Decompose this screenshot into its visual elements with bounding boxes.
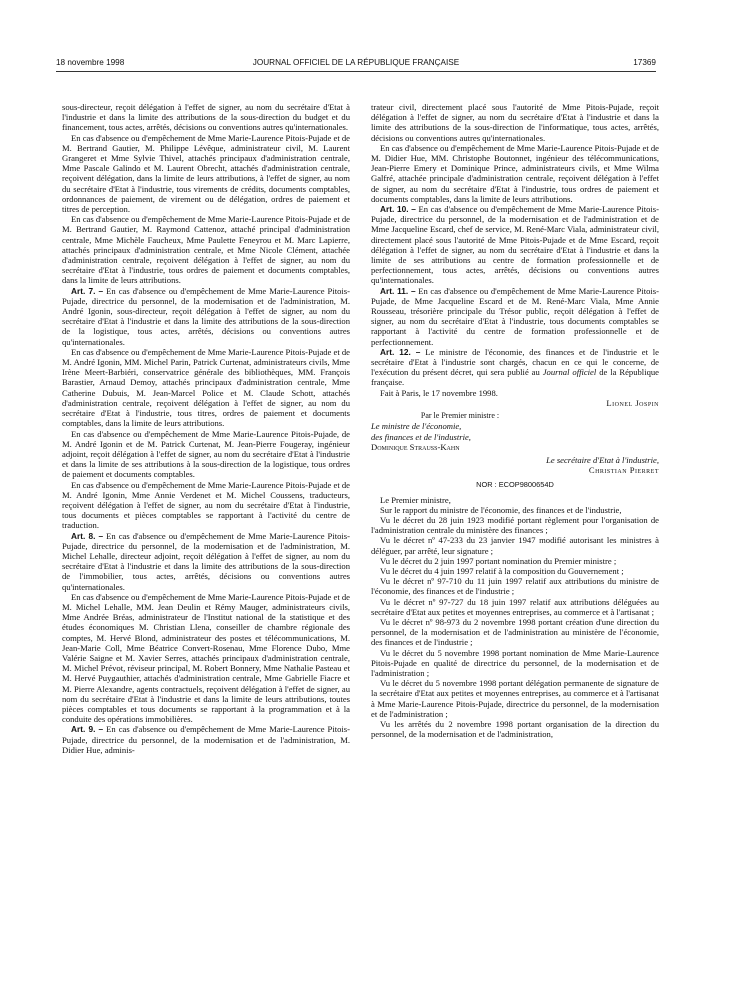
minister-title-1: Le ministre de l'économie, bbox=[371, 421, 462, 432]
decree-line: Vu le décret du 5 novembre 1998 portant délégation permanente de signature de la secrétaire d'Etat aux petites et moyennes entreprises, au commerce et à l'artisanat à Mme Marie-Laurence Pitois-Pujade, directrice du personnel, de la modernisation et de l'administration ; bbox=[371, 678, 659, 719]
article-text: En cas d'absence ou d'empêchement de Mme Marie-Laurence Pitois-Pujade, directrice du personnel, de la modernisation et de l'administration, M. Didier Hue, adminis- bbox=[62, 724, 350, 755]
paragraph: En cas d'absence ou d'empêchement de Mme Marie-Laurence Pitois-Pujade et de M. Michel Lehalle, MM. Jean Deulin et Rémy Mauger, administrateurs civils, Mme Andrée Bréas, administrateur de l'Institut national de la statistique et des études économiques M. Christian Llena, conseiller de chambre régionale des comptes, M. Hervé Blond, administrateur des postes et télécommunications, M. Jean-Marie Coll, Mme Béatrice Convert-Rosenau, Mme Florence Dubo, Mme Valérie Saigne et M. Xavier Serres, attachés principaux d'administration centrale, M. Michel Prévot, réviseur principal, M. Robert Bonnery, Mme Nathalie Pasteau et M. Hervé Puygauthier, attachés d'administration centrale, Mme Gabrielle Fiacre et M. Pierre Alexandre, agents contractuels, reçoivent délégation à l'effet de signer, au nom du secrétaire d'Etat à l'industrie et dans la limite de leurs attributions, toutes pièces comptables et tous documents se rapportant à la programmation et à la conduite des opérations immobilières. bbox=[62, 591, 350, 725]
paragraph: trateur civil, directement placé sous l'autorité de Mme Pitois-Pujade, reçoit délégation à l'effet de signer, au nom du secrétaire d'Etat à l'industrie et dans la limite des attributions de la sous-direction de l'informatique, tous actes, arrêtés, décisions ou conventions autres qu'internationales. bbox=[371, 102, 659, 143]
paragraph: En cas d'absence ou d'empêchement de Mme Marie-Laurence Pitois-Pujade et de M. Didier Hue, MM. Christophe Boutonnet, ingénieur des télécommunications, Jean-Pierre Emery et Dominique Prince, administrateurs civils, et Mme Wilma Galfré, attachée principale d'administration centrale, reçoivent délégation à l'effet de signer, au nom du secrétaire d'Etat à l'industrie, tous ordres de paiement et documents comptables, dans la limite de leurs attributions. bbox=[371, 142, 659, 204]
article-label: Art. 9. – bbox=[71, 724, 104, 735]
article-text: En cas d'absence ou d'empêchement de Mme Marie-Laurence Pitois-Pujade, directrice du personnel, de la modernisation et de l'administration et de Mme Jacqueline Escard, chef de service, M. René-Marc Viala, administrateur civil, directement placé sous l'autorité de Mme Pitois-Pujade et de Mme Escard, reçoit délégation à l'effet de signer, au nom du secrétaire d'Etat à l'industrie et dans la limite de ses attributions au centre de formation professionnelle et de perfectionnement, tous actes, arrêtés, décisions ou conventions autres qu'internationales. bbox=[371, 204, 659, 286]
decree-line: Vu le décret du 5 novembre 1998 portant nomination de Mme Marie-Laurence Pitois-Pujade en qualité de directrice du personnel, de la modernisation et de l'administration ; bbox=[371, 647, 659, 678]
decree-line: Vu le décret du 2 juin 1997 portant nomination du Premier ministre ; bbox=[380, 555, 617, 566]
decree-line: Vu le décret nº 97-727 du 18 juin 1997 relatif aux attributions déléguées au secrétaire d'Etat aux petites et moyennes entreprises, au commerce et à l'artisanat ; bbox=[371, 596, 659, 617]
paragraph: En cas d'absence ou d'empêchement de Mme Marie-Laurence Pitois-Pujade et de M. André Igonin, MM. Michel Parin, Patrick Curtenat, administrateurs civils, Mme Irène Meert-Barbiéri, conservatrice générale des bibliothèques, MM. François Barastier, Arnaud Demoy, attachés principaux d'administration centrale, Mme Catherine Dubuis, M. Jean-Marcel Police et M. Claude Schott, attachés d'administration centrale, reçoivent délégation à l'effet de signer, au nom du secrétaire d'Etat à l'industrie, tous titres, ordres de paiement et documents comptables, dans la limite de leurs attributions. bbox=[62, 346, 350, 429]
article-text-end: de la République française. bbox=[371, 367, 659, 388]
signature-date: Fait à Paris, le 17 novembre 1998. bbox=[380, 387, 498, 398]
paragraph: En cas d'absence ou d'empêchement de Mme Marie-Laurence Pitois-Pujade et de M. André Igonin, Mme Annie Verdenet et M. Michel Coussens, traducteurs, reçoivent délégation à l'effet de signer, au nom du secrétaire d'Etat à l'industrie, tous documents et pièces comptables se rapportant à l'activité du centre de traduction. bbox=[62, 479, 350, 531]
decree-line: Vu le décret nº 97-710 du 11 juin 1997 relatif aux attributions du ministre de l'économie, des finances et de l'industrie ; bbox=[371, 576, 659, 597]
header-rule bbox=[56, 71, 656, 72]
article-12 bbox=[371, 347, 659, 388]
article-text: En cas d'absence ou d'empêchement de Mme Marie-Laurence Pitois-Pujade, directrice du personnel, de la modernisation et de l'administration, M. Michel Lehalle, directeur adjoint, reçoit délégation à l'effet de signer, au nom du secrétaire d'Etat à l'industrie et dans la limite des attributions de la sous-direction de l'immobilier, tous actes, arrêtés, décisions ou conventions autres qu'internationales. bbox=[62, 530, 350, 592]
article-9 bbox=[62, 724, 350, 755]
header-date: 18 novembre 1998 bbox=[56, 58, 125, 67]
article-label: Art. 10. – bbox=[380, 204, 416, 215]
left-column bbox=[62, 102, 350, 755]
paragraph: sous-directeur, reçoit délégation à l'effet de signer, au nom du secrétaire d'Etat à l'industrie et dans la limite des attributions de la sous-direction du budget et du financement, tous actes, arrêtés, décisions ou conventions autres qu'internationales. bbox=[62, 102, 350, 133]
secretary-title: Le secrétaire d'Etat à l'industrie, bbox=[546, 454, 659, 465]
decree-line: Vu les arrêtés du 2 novembre 1998 portant organisation de la direction du personnel, de la modernisation et de l'administration, bbox=[371, 718, 659, 740]
paragraph: En cas d'absence ou d'empêchement de Mme Marie-Laurence Pitois-Pujade et de M. Bertrand Gautier, M. Philippe Lévêque, administrateur civil, M. Laurent Grangeret et Mme Sylvie Thivel, attachés principaux d'administration centrale, Mme Pascale Galindo et M. Laurent Obrecht, attachés d'administration centrale, reçoivent délégation, dans la limite de leurs attributions, à l'effet de signer, au nom du secrétaire d'Etat à l'industrie, tous virements de crédits, documents comptables, ordonnances de paiement, de virement ou de délégation, ordres de paiement et titres de perception. bbox=[62, 132, 350, 215]
article-text: En cas d'absence ou d'empêchement de Mme Marie-Laurence Pitois-Pujade, directrice du personnel, de la modernisation et de l'administration, M. André Igonin, sous-directeur, reçoit délégation à l'effet de signer, au nom du secrétaire d'Etat à l'industrie et dans la limite des attributions de la sous-direction de la logistique, tous actes, arrêtés, décisions ou conventions autres qu'internationales. bbox=[62, 285, 350, 347]
article-text: Le ministre de l'économie, des finances et de l'industrie et le secrétaire d'Etat à l'industrie sont chargés, chacun en ce qui le concerne, de l'exécution du présent décret, qui sera publié au bbox=[371, 346, 659, 378]
article-7 bbox=[62, 286, 350, 347]
paragraph: En cas d'absence ou d'empêchement de Mme Marie-Laurence Pitois-Pujade et de M. Bertrand Gautier, M. Raymond Cattenoz, attaché principal d'administration centrale, Mme Michèle Faucheux, Mme Paulette Feneyrou et M. Marc Lapierre, attachés principaux d'administration centrale, et Mme Nicole Clément, attachée d'administration centrale, reçoivent délégation à l'effet de signer, au nom du secrétaire d'Etat à l'industrie, tous ordres de paiement et documents comptables, dans la limite de leurs attributions. bbox=[62, 214, 350, 286]
paragraph: En cas d'absence ou d'empêchement de Mme Marie-Laurence Pitois-Pujade, de M. André Igonin et de M. Patrick Curtenat, M. Jean-Pierre Fougeray, ingénieur adjoint, reçoit délégation à l'effet de signer, au nom du secrétaire d'Etat à l'industrie et dans la limite de ses attributions à la sous-direction de la logistique, tous ordres de paiement et documents comptables. bbox=[62, 428, 350, 480]
minister-name: Dominique Strauss-Kahn bbox=[371, 441, 460, 452]
decree-line: Vu le décret du 28 juin 1923 modifié portant règlement pour l'organisation de l'administration centrale du ministère des finances ; bbox=[371, 514, 659, 536]
decree-line: Vu le décret du 4 juin 1997 relatif à la composition du Gouvernement ; bbox=[380, 565, 624, 576]
minister-title-2: des finances et de l'industrie, bbox=[371, 431, 471, 442]
article-8 bbox=[62, 531, 350, 592]
nor-reference: NOR : ECOP9800654D bbox=[476, 480, 554, 490]
page-header bbox=[56, 58, 656, 70]
secretary-name: Christian Pierret bbox=[588, 465, 659, 476]
pm-line: Par le Premier ministre : bbox=[420, 411, 500, 421]
decree-line: Le Premier ministre, bbox=[380, 494, 451, 505]
article-label: Art. 12. – bbox=[380, 346, 421, 357]
decree-line: Vu le décret nº 98-973 du 2 novembre 1998 portant création d'une direction du personnel, de la modernisation et de l'administration au ministère de l'économie, des finances et de l'industrie ; bbox=[371, 616, 659, 648]
decree-line: Sur le rapport du ministre de l'économie, des finances et de l'industrie, bbox=[380, 504, 622, 515]
signature-prime-minister: Lionel Jospin bbox=[606, 397, 659, 408]
journal-title: JOURNAL OFFICIEL DE LA RÉPUBLIQUE FRANÇAISE bbox=[252, 58, 460, 67]
article-text: En cas d'absence ou d'empêchement de Mme Marie-Laurence Pitois-Pujade, de Mme Jacqueline Escard et de M. René-Marc Viala, Mme Annie Rousseau, trésorière principale du Trésor public, reçoit délégation à l'effet de signer, au nom du secrétaire d'Etat à l'industrie, tous documents comptables se rapportant à l'activité du centre de formation professionnelle et de perfectionnement. bbox=[371, 285, 660, 347]
journal-officiel-ref: Journal officiel bbox=[542, 367, 597, 378]
article-11 bbox=[371, 286, 659, 347]
article-10 bbox=[371, 204, 659, 286]
article-label: Art. 7. – bbox=[71, 285, 104, 296]
decree-line: Vu le décret nº 47-233 du 23 janvier 1947 modifié autorisant les ministres à déléguer, par arrêté, leur signature ; bbox=[371, 535, 659, 556]
article-label: Art. 8. – bbox=[71, 530, 104, 541]
page-number: 17369 bbox=[633, 58, 656, 67]
article-label: Art. 11. – bbox=[380, 285, 416, 296]
right-column bbox=[371, 102, 659, 739]
